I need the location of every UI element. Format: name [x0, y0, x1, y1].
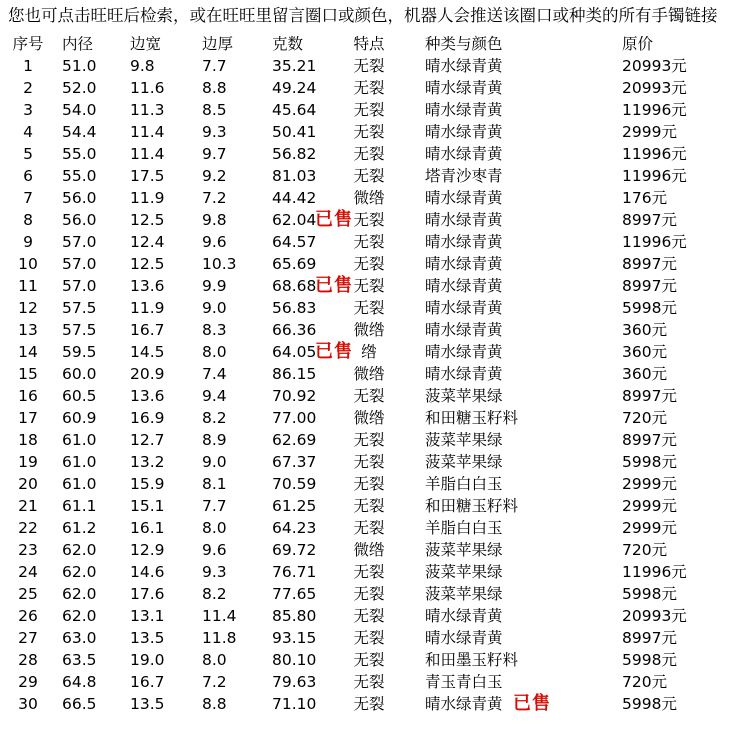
table-row — [0, 55, 750, 77]
cell-feature: 微绺 — [353, 365, 385, 383]
cell-grams: 76.71 — [272, 563, 317, 581]
cell-type: 晴水绿青黄 — [425, 123, 503, 141]
cell-inner: 61.2 — [62, 519, 97, 537]
cell-grams: 62.04 — [272, 211, 317, 229]
cell-feature: 无裂 — [353, 123, 385, 141]
cell-price: 720元 — [622, 409, 668, 427]
cell-no: 16 — [18, 387, 38, 405]
cell-width: 16.7 — [130, 673, 165, 691]
sold-badge: 已售 — [315, 209, 353, 230]
cell-price: 5998元 — [622, 453, 677, 471]
cell-width: 12.4 — [130, 233, 165, 251]
cell-inner: 60.0 — [62, 365, 97, 383]
cell-price: 5998元 — [622, 585, 677, 603]
cell-thick: 7.2 — [202, 673, 227, 691]
cell-no: 20 — [18, 475, 38, 493]
cell-feature: 无裂 — [353, 167, 385, 185]
cell-inner: 62.0 — [62, 585, 97, 603]
cell-price: 2999元 — [622, 475, 677, 493]
cell-grams: 65.69 — [272, 255, 317, 273]
cell-no: 11 — [18, 277, 38, 295]
cell-width: 19.0 — [130, 651, 165, 669]
cell-inner: 60.5 — [62, 387, 97, 405]
cell-inner: 54.0 — [62, 101, 97, 119]
cell-no: 22 — [18, 519, 38, 537]
cell-type: 和田墨玉籽料 — [425, 651, 519, 669]
cell-type: 晴水绿青黄 — [425, 233, 503, 251]
table-row — [0, 561, 750, 583]
cell-no: 8 — [23, 211, 33, 229]
cell-thick: 8.2 — [202, 409, 227, 427]
cell-feature: 无裂 — [353, 519, 385, 537]
cell-type: 晴水绿青黄 — [425, 145, 503, 163]
cell-price: 8997元 — [622, 431, 677, 449]
cell-inner: 62.0 — [62, 541, 97, 559]
cell-grams: 86.15 — [272, 365, 317, 383]
cell-feature: 无裂 — [353, 57, 385, 75]
cell-inner: 54.4 — [62, 123, 97, 141]
table-row — [0, 407, 750, 429]
cell-width: 9.8 — [130, 57, 155, 75]
cell-inner: 63.5 — [62, 651, 97, 669]
cell-type: 晴水绿青黄 — [425, 365, 503, 383]
cell-price: 8997元 — [622, 255, 677, 273]
cell-width: 12.5 — [130, 255, 165, 273]
cell-inner: 63.0 — [62, 629, 97, 647]
cell-thick: 8.8 — [202, 695, 227, 713]
cell-thick: 8.9 — [202, 431, 227, 449]
cell-inner: 52.0 — [62, 79, 97, 97]
cell-grams: 35.21 — [272, 57, 317, 75]
cell-no: 21 — [18, 497, 38, 515]
cell-feature: 无裂 — [353, 79, 385, 97]
cell-thick: 8.0 — [202, 343, 227, 361]
cell-feature: 无裂 — [353, 453, 385, 471]
cell-price: 20993元 — [622, 79, 687, 97]
cell-price: 2999元 — [622, 123, 677, 141]
cell-no: 24 — [18, 563, 38, 581]
cell-width: 12.5 — [130, 211, 165, 229]
cell-type: 晴水绿青黄 — [425, 321, 503, 339]
cell-price: 2999元 — [622, 497, 677, 515]
cell-type: 菠菜苹果绿 — [425, 563, 503, 581]
cell-price: 360元 — [622, 321, 668, 339]
cell-inner: 57.0 — [62, 233, 97, 251]
cell-inner: 57.0 — [62, 255, 97, 273]
cell-feature: 无裂 — [353, 255, 385, 273]
cell-grams: 50.41 — [272, 123, 317, 141]
cell-type: 晴水绿青黄 — [425, 79, 503, 97]
cell-type: 和田糖玉籽料 — [425, 409, 519, 427]
cell-no: 12 — [18, 299, 38, 317]
cell-no: 27 — [18, 629, 38, 647]
cell-no: 3 — [23, 101, 33, 119]
cell-inner: 61.0 — [62, 475, 97, 493]
cell-inner: 59.5 — [62, 343, 97, 361]
cell-thick: 9.0 — [202, 453, 227, 471]
table-row — [0, 275, 750, 297]
col-header-edge-width: 边宽 — [130, 35, 162, 53]
cell-price: 5998元 — [622, 651, 677, 669]
cell-type: 晴水绿青黄 — [425, 189, 503, 207]
cell-inner: 61.0 — [62, 431, 97, 449]
col-header-index: 序号 — [12, 35, 44, 53]
cell-width: 20.9 — [130, 365, 165, 383]
cell-inner: 61.0 — [62, 453, 97, 471]
cell-inner: 62.0 — [62, 563, 97, 581]
cell-grams: 67.37 — [272, 453, 317, 471]
cell-type: 羊脂白白玉 — [425, 475, 503, 493]
cell-width: 16.7 — [130, 321, 165, 339]
cell-width: 11.6 — [130, 79, 165, 97]
cell-no: 18 — [18, 431, 38, 449]
cell-width: 11.4 — [130, 123, 165, 141]
cell-price: 11996元 — [622, 233, 687, 251]
cell-inner: 61.1 — [62, 497, 97, 515]
cell-width: 13.6 — [130, 387, 165, 405]
table-row — [0, 341, 750, 363]
cell-width: 13.5 — [130, 695, 165, 713]
cell-feature: 无裂 — [353, 497, 385, 515]
cell-no: 25 — [18, 585, 38, 603]
cell-width: 16.1 — [130, 519, 165, 537]
cell-inner: 55.0 — [62, 167, 97, 185]
cell-price: 11996元 — [622, 145, 687, 163]
table-row — [0, 121, 750, 143]
cell-inner: 57.0 — [62, 277, 97, 295]
cell-feature: 无裂 — [353, 607, 385, 625]
col-header-grams: 克数 — [272, 35, 304, 53]
cell-no: 17 — [18, 409, 38, 427]
cell-type: 晴水绿青黄 — [425, 211, 503, 229]
cell-grams: 71.10 — [272, 695, 317, 713]
table-row — [0, 517, 750, 539]
col-header-type-color: 种类与颜色 — [425, 35, 503, 53]
table-row — [0, 693, 750, 715]
cell-no: 6 — [23, 167, 33, 185]
table-row — [0, 495, 750, 517]
cell-price: 8997元 — [622, 629, 677, 647]
sold-badge: 已售 — [513, 693, 551, 714]
cell-inner: 51.0 — [62, 57, 97, 75]
table-row — [0, 473, 750, 495]
cell-thick: 8.2 — [202, 585, 227, 603]
col-header-original-price: 原价 — [622, 35, 654, 53]
cell-feature: 无裂 — [353, 475, 385, 493]
cell-feature: 无裂 — [353, 277, 385, 295]
cell-grams: 69.72 — [272, 541, 317, 559]
cell-grams: 62.69 — [272, 431, 317, 449]
cell-type: 菠菜苹果绿 — [425, 541, 503, 559]
table-row — [0, 209, 750, 231]
cell-type: 塔青沙枣青 — [425, 167, 503, 185]
cell-width: 14.6 — [130, 563, 165, 581]
cell-inner: 62.0 — [62, 607, 97, 625]
cell-feature: 无裂 — [353, 695, 385, 713]
cell-thick: 8.3 — [202, 321, 227, 339]
cell-no: 14 — [18, 343, 38, 361]
cell-width: 15.9 — [130, 475, 165, 493]
cell-thick: 10.3 — [202, 255, 237, 273]
cell-no: 1 — [23, 57, 33, 75]
cell-grams: 66.36 — [272, 321, 317, 339]
cell-thick: 7.7 — [202, 497, 227, 515]
table-row — [0, 77, 750, 99]
cell-no: 29 — [18, 673, 38, 691]
cell-thick: 9.7 — [202, 145, 227, 163]
table-row — [0, 627, 750, 649]
cell-inner: 66.5 — [62, 695, 97, 713]
cell-type: 晴水绿青黄 — [425, 607, 503, 625]
cell-grams: 56.82 — [272, 145, 317, 163]
table-row — [0, 253, 750, 275]
cell-feature: 无裂 — [353, 673, 385, 691]
cell-thick: 9.9 — [202, 277, 227, 295]
cell-no: 4 — [23, 123, 33, 141]
cell-feature: 无裂 — [353, 431, 385, 449]
cell-grams: 68.68 — [272, 277, 317, 295]
cell-grams: 77.65 — [272, 585, 317, 603]
table-row — [0, 605, 750, 627]
cell-type: 菠菜苹果绿 — [425, 431, 503, 449]
table-row — [0, 429, 750, 451]
cell-type: 菠菜苹果绿 — [425, 585, 503, 603]
cell-feature: 无裂 — [353, 145, 385, 163]
cell-price: 2999元 — [622, 519, 677, 537]
cell-grams: 70.92 — [272, 387, 317, 405]
cell-feature: 无裂 — [353, 299, 385, 317]
sold-badge: 已售 — [315, 341, 353, 362]
cell-thick: 9.2 — [202, 167, 227, 185]
cell-price: 20993元 — [622, 57, 687, 75]
cell-inner: 57.5 — [62, 299, 97, 317]
cell-price: 5998元 — [622, 299, 677, 317]
cell-width: 12.7 — [130, 431, 165, 449]
cell-feature: 绺 — [361, 343, 377, 361]
table-rows — [0, 55, 750, 715]
cell-no: 7 — [23, 189, 33, 207]
cell-price: 360元 — [622, 343, 668, 361]
cell-price: 8997元 — [622, 387, 677, 405]
cell-thick: 7.4 — [202, 365, 227, 383]
cell-inner: 56.0 — [62, 189, 97, 207]
cell-inner: 56.0 — [62, 211, 97, 229]
cell-thick: 8.0 — [202, 519, 227, 537]
top-notice-text: 您也可点击旺旺后检索，或在旺旺里留言圈口或颜色，机器人会推送该圈口或种类的所有手镯链接 — [8, 6, 718, 25]
table-row — [0, 187, 750, 209]
cell-price: 8997元 — [622, 211, 677, 229]
cell-grams: 80.10 — [272, 651, 317, 669]
cell-grams: 81.03 — [272, 167, 317, 185]
cell-feature: 微绺 — [353, 541, 385, 559]
cell-thick: 8.5 — [202, 101, 227, 119]
col-header-feature: 特点 — [353, 35, 385, 53]
cell-type: 晴水绿青黄 — [425, 695, 503, 713]
cell-width: 15.1 — [130, 497, 165, 515]
cell-no: 30 — [18, 695, 38, 713]
cell-thick: 9.0 — [202, 299, 227, 317]
cell-price: 720元 — [622, 673, 668, 691]
cell-feature: 无裂 — [353, 233, 385, 251]
cell-no: 9 — [23, 233, 33, 251]
cell-no: 5 — [23, 145, 33, 163]
cell-width: 17.5 — [130, 167, 165, 185]
cell-width: 12.9 — [130, 541, 165, 559]
col-header-inner-diameter: 内径 — [62, 35, 94, 53]
cell-no: 10 — [18, 255, 38, 273]
cell-grams: 61.25 — [272, 497, 317, 515]
cell-width: 11.3 — [130, 101, 165, 119]
cell-thick: 11.4 — [202, 607, 237, 625]
cell-inner: 64.8 — [62, 673, 97, 691]
cell-thick: 7.7 — [202, 57, 227, 75]
cell-feature: 微绺 — [353, 409, 385, 427]
cell-price: 720元 — [622, 541, 668, 559]
cell-feature: 无裂 — [353, 563, 385, 581]
table-row — [0, 165, 750, 187]
cell-type: 晴水绿青黄 — [425, 343, 503, 361]
cell-thick: 9.3 — [202, 123, 227, 141]
cell-price: 360元 — [622, 365, 668, 383]
cell-feature: 无裂 — [353, 585, 385, 603]
cell-type: 和田糖玉籽料 — [425, 497, 519, 515]
cell-width: 16.9 — [130, 409, 165, 427]
cell-inner: 55.0 — [62, 145, 97, 163]
table-row — [0, 363, 750, 385]
cell-thick: 7.2 — [202, 189, 227, 207]
cell-thick: 9.6 — [202, 233, 227, 251]
cell-thick: 9.8 — [202, 211, 227, 229]
cell-width: 11.9 — [130, 189, 165, 207]
cell-no: 26 — [18, 607, 38, 625]
table-row — [0, 297, 750, 319]
cell-width: 13.6 — [130, 277, 165, 295]
cell-feature: 无裂 — [353, 387, 385, 405]
table-row — [0, 583, 750, 605]
col-header-edge-thickness: 边厚 — [202, 35, 234, 53]
cell-feature: 无裂 — [353, 211, 385, 229]
cell-width: 11.9 — [130, 299, 165, 317]
cell-feature: 微绺 — [353, 321, 385, 339]
table-row — [0, 99, 750, 121]
cell-feature: 无裂 — [353, 629, 385, 647]
cell-type: 晴水绿青黄 — [425, 255, 503, 273]
cell-grams: 93.15 — [272, 629, 317, 647]
cell-no: 23 — [18, 541, 38, 559]
cell-type: 晴水绿青黄 — [425, 299, 503, 317]
cell-type: 晴水绿青黄 — [425, 101, 503, 119]
cell-thick: 8.0 — [202, 651, 227, 669]
cell-grams: 64.23 — [272, 519, 317, 537]
cell-grams: 64.57 — [272, 233, 317, 251]
cell-price: 11996元 — [622, 101, 687, 119]
cell-thick: 8.8 — [202, 79, 227, 97]
cell-price: 176元 — [622, 189, 668, 207]
cell-thick: 9.4 — [202, 387, 227, 405]
table-header-row — [0, 33, 750, 55]
table-row — [0, 143, 750, 165]
cell-type: 羊脂白白玉 — [425, 519, 503, 537]
cell-price: 20993元 — [622, 607, 687, 625]
cell-thick: 8.1 — [202, 475, 227, 493]
cell-type: 菠菜苹果绿 — [425, 387, 503, 405]
cell-no: 28 — [18, 651, 38, 669]
cell-price: 8997元 — [622, 277, 677, 295]
cell-grams: 77.00 — [272, 409, 317, 427]
cell-thick: 9.3 — [202, 563, 227, 581]
cell-grams: 49.24 — [272, 79, 317, 97]
table-row — [0, 671, 750, 693]
cell-thick: 11.8 — [202, 629, 237, 647]
cell-grams: 45.64 — [272, 101, 317, 119]
cell-inner: 60.9 — [62, 409, 97, 427]
cell-width: 13.5 — [130, 629, 165, 647]
cell-width: 11.4 — [130, 145, 165, 163]
cell-type: 青玉青白玉 — [425, 673, 503, 691]
cell-type: 晴水绿青黄 — [425, 57, 503, 75]
cell-feature: 无裂 — [353, 101, 385, 119]
cell-grams: 70.59 — [272, 475, 317, 493]
table-row — [0, 231, 750, 253]
cell-feature: 微绺 — [353, 189, 385, 207]
cell-width: 14.5 — [130, 343, 165, 361]
cell-width: 17.6 — [130, 585, 165, 603]
cell-feature: 无裂 — [353, 651, 385, 669]
cell-no: 2 — [23, 79, 33, 97]
cell-type: 晴水绿青黄 — [425, 277, 503, 295]
cell-grams: 85.80 — [272, 607, 317, 625]
cell-type: 晴水绿青黄 — [425, 629, 503, 647]
cell-no: 19 — [18, 453, 38, 471]
table-row — [0, 539, 750, 561]
cell-price: 5998元 — [622, 695, 677, 713]
bracelet-table — [0, 33, 750, 715]
cell-width: 13.2 — [130, 453, 165, 471]
cell-inner: 57.5 — [62, 321, 97, 339]
cell-type: 菠菜苹果绿 — [425, 453, 503, 471]
cell-grams: 79.63 — [272, 673, 317, 691]
cell-price: 11996元 — [622, 563, 687, 581]
cell-grams: 44.42 — [272, 189, 317, 207]
cell-grams: 64.05 — [272, 343, 317, 361]
cell-width: 13.1 — [130, 607, 165, 625]
table-row — [0, 319, 750, 341]
sold-badge: 已售 — [315, 275, 353, 296]
table-row — [0, 451, 750, 473]
cell-price: 11996元 — [622, 167, 687, 185]
cell-no: 15 — [18, 365, 38, 383]
cell-thick: 9.6 — [202, 541, 227, 559]
cell-no: 13 — [18, 321, 38, 339]
table-row — [0, 385, 750, 407]
cell-grams: 56.83 — [272, 299, 317, 317]
table-row — [0, 649, 750, 671]
